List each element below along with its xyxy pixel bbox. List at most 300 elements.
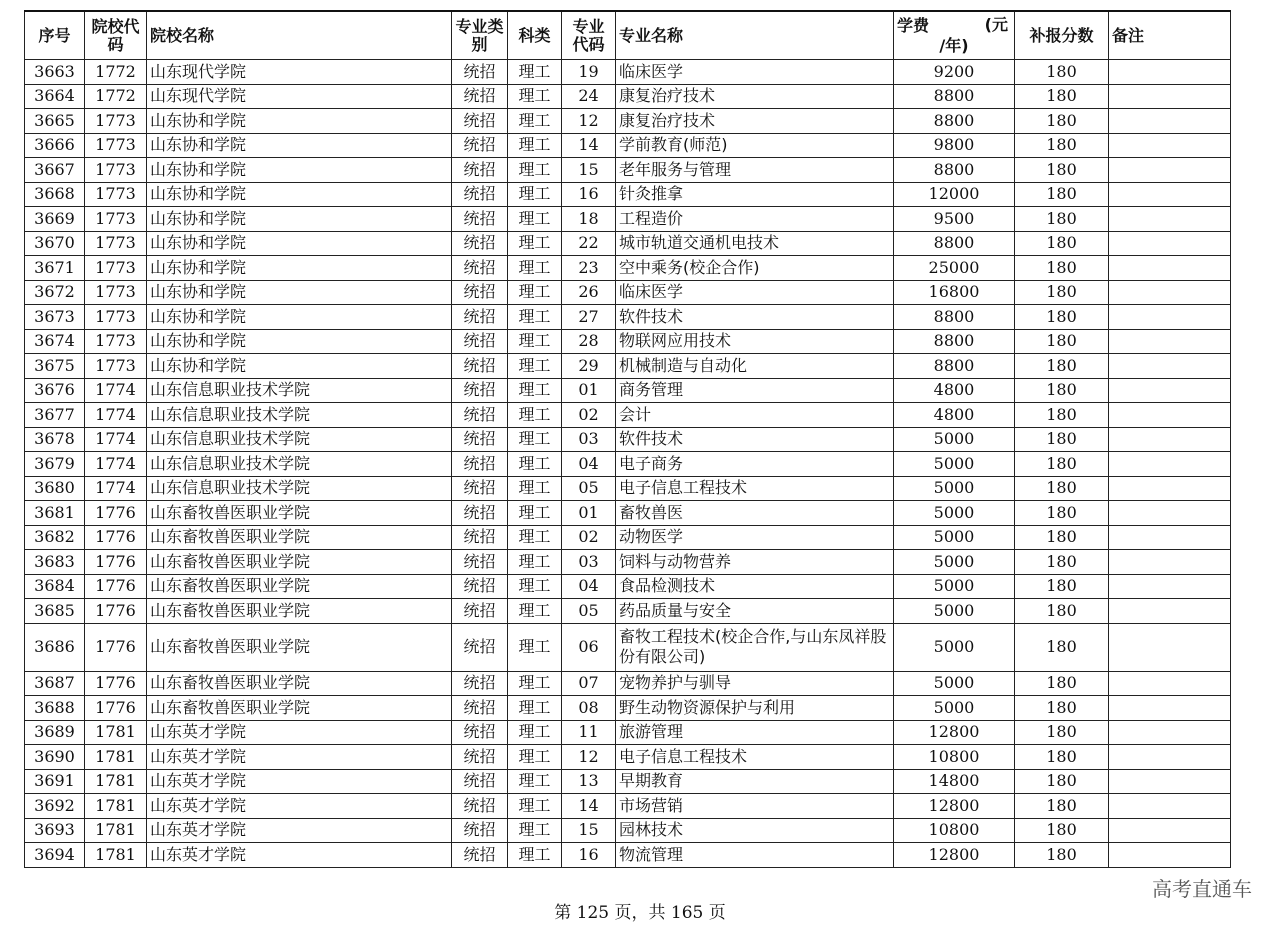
table-row	[25, 525, 1231, 550]
cell-tuition: 9800	[894, 133, 1015, 158]
cell-school-name: 山东畜牧兽医职业学院	[147, 696, 452, 721]
cell-subject: 理工	[508, 158, 562, 183]
header-major-code: 专业代码	[562, 11, 616, 60]
cell-tuition: 5000	[894, 550, 1015, 575]
cell-tuition: 4800	[894, 378, 1015, 403]
table-row	[25, 305, 1231, 330]
cell-subject: 理工	[508, 623, 562, 671]
table-row	[25, 182, 1231, 207]
cell-school-code: 1774	[85, 452, 147, 477]
cell-tuition: 8800	[894, 231, 1015, 256]
cell-major-name: 市场营销	[616, 794, 894, 819]
cell-major-type: 统招	[452, 623, 508, 671]
cell-subject: 理工	[508, 354, 562, 379]
cell-major-type: 统招	[452, 207, 508, 232]
cell-score: 180	[1015, 818, 1109, 843]
page-footer: 第 125 页，共 165 页	[554, 903, 726, 923]
cell-school-name: 山东信息职业技术学院	[147, 403, 452, 428]
cell-subject: 理工	[508, 231, 562, 256]
cell-remark	[1109, 452, 1231, 477]
cell-remark	[1109, 794, 1231, 819]
cell-school-name: 山东协和学院	[147, 280, 452, 305]
cell-seq: 3690	[25, 745, 85, 770]
cell-major-type: 统招	[452, 525, 508, 550]
table-row	[25, 84, 1231, 109]
cell-school-code: 1773	[85, 329, 147, 354]
cell-major-name: 园林技术	[616, 818, 894, 843]
cell-tuition: 5000	[894, 501, 1015, 526]
cell-major-name: 旅游管理	[616, 720, 894, 745]
cell-subject: 理工	[508, 720, 562, 745]
table-row	[25, 60, 1231, 85]
cell-remark	[1109, 696, 1231, 721]
cell-major-code: 23	[562, 256, 616, 281]
cell-tuition: 8800	[894, 84, 1015, 109]
cell-subject: 理工	[508, 769, 562, 794]
cell-score: 180	[1015, 769, 1109, 794]
cell-major-name: 早期教育	[616, 769, 894, 794]
cell-major-type: 统招	[452, 818, 508, 843]
cell-score: 180	[1015, 599, 1109, 624]
cell-seq: 3673	[25, 305, 85, 330]
cell-score: 180	[1015, 623, 1109, 671]
cell-school-code: 1776	[85, 671, 147, 696]
cell-school-code: 1773	[85, 280, 147, 305]
cell-tuition: 5000	[894, 525, 1015, 550]
cell-tuition: 5000	[894, 476, 1015, 501]
cell-major-code: 03	[562, 427, 616, 452]
cell-score: 180	[1015, 696, 1109, 721]
cell-major-code: 24	[562, 84, 616, 109]
cell-tuition: 5000	[894, 623, 1015, 671]
cell-tuition: 8800	[894, 329, 1015, 354]
header-seq: 序号	[25, 11, 85, 60]
cell-major-type: 统招	[452, 769, 508, 794]
cell-major-code: 15	[562, 158, 616, 183]
cell-school-code: 1776	[85, 696, 147, 721]
cell-tuition: 9200	[894, 60, 1015, 85]
cell-tuition: 8800	[894, 305, 1015, 330]
cell-score: 180	[1015, 525, 1109, 550]
cell-school-name: 山东畜牧兽医职业学院	[147, 599, 452, 624]
cell-major-name: 工程造价	[616, 207, 894, 232]
cell-subject: 理工	[508, 427, 562, 452]
cell-major-type: 统招	[452, 403, 508, 428]
cell-major-type: 统招	[452, 256, 508, 281]
header-major-name: 专业名称	[616, 11, 894, 60]
cell-major-type: 统招	[452, 60, 508, 85]
cell-major-code: 16	[562, 843, 616, 868]
cell-seq: 3667	[25, 158, 85, 183]
cell-score: 180	[1015, 109, 1109, 134]
cell-seq: 3665	[25, 109, 85, 134]
cell-score: 180	[1015, 476, 1109, 501]
cell-major-type: 统招	[452, 280, 508, 305]
cell-score: 180	[1015, 452, 1109, 477]
cell-school-name: 山东现代学院	[147, 84, 452, 109]
cell-remark	[1109, 599, 1231, 624]
header-major-type: 专业类别	[452, 11, 508, 60]
cell-major-type: 统招	[452, 378, 508, 403]
cell-remark	[1109, 133, 1231, 158]
cell-remark	[1109, 158, 1231, 183]
cell-score: 180	[1015, 671, 1109, 696]
cell-major-name: 物流管理	[616, 843, 894, 868]
cell-tuition: 8800	[894, 354, 1015, 379]
cell-tuition: 5000	[894, 427, 1015, 452]
cell-remark	[1109, 378, 1231, 403]
cell-score: 180	[1015, 329, 1109, 354]
cell-major-type: 统招	[452, 794, 508, 819]
cell-school-code: 1781	[85, 818, 147, 843]
cell-subject: 理工	[508, 550, 562, 575]
cell-score: 180	[1015, 378, 1109, 403]
table-row	[25, 256, 1231, 281]
cell-remark	[1109, 109, 1231, 134]
cell-subject: 理工	[508, 109, 562, 134]
cell-school-code: 1781	[85, 745, 147, 770]
cell-school-code: 1776	[85, 550, 147, 575]
cell-school-name: 山东信息职业技术学院	[147, 378, 452, 403]
cell-seq: 3676	[25, 378, 85, 403]
cell-school-name: 山东协和学院	[147, 305, 452, 330]
cell-seq: 3671	[25, 256, 85, 281]
table-row	[25, 843, 1231, 868]
cell-remark	[1109, 182, 1231, 207]
cell-seq: 3674	[25, 329, 85, 354]
cell-tuition: 5000	[894, 452, 1015, 477]
table-row	[25, 109, 1231, 134]
cell-remark	[1109, 476, 1231, 501]
cell-score: 180	[1015, 550, 1109, 575]
cell-seq: 3692	[25, 794, 85, 819]
cell-seq: 3681	[25, 501, 85, 526]
cell-major-code: 15	[562, 818, 616, 843]
cell-school-name: 山东协和学院	[147, 207, 452, 232]
cell-seq: 3687	[25, 671, 85, 696]
cell-school-code: 1773	[85, 231, 147, 256]
cell-school-code: 1781	[85, 769, 147, 794]
cell-major-name: 康复治疗技术	[616, 84, 894, 109]
cell-school-code: 1773	[85, 109, 147, 134]
table-row	[25, 329, 1231, 354]
cell-remark	[1109, 403, 1231, 428]
cell-remark	[1109, 305, 1231, 330]
cell-major-code: 12	[562, 745, 616, 770]
cell-major-name: 老年服务与管理	[616, 158, 894, 183]
cell-major-type: 统招	[452, 329, 508, 354]
cell-score: 180	[1015, 794, 1109, 819]
cell-major-code: 05	[562, 599, 616, 624]
cell-score: 180	[1015, 501, 1109, 526]
cell-major-name: 临床医学	[616, 280, 894, 305]
cell-school-name: 山东协和学院	[147, 109, 452, 134]
cell-major-code: 18	[562, 207, 616, 232]
cell-school-code: 1773	[85, 354, 147, 379]
cell-major-code: 03	[562, 550, 616, 575]
cell-subject: 理工	[508, 133, 562, 158]
cell-remark	[1109, 745, 1231, 770]
cell-major-code: 05	[562, 476, 616, 501]
cell-major-code: 04	[562, 452, 616, 477]
header-remark: 备注	[1109, 11, 1231, 60]
cell-major-code: 14	[562, 794, 616, 819]
table-row	[25, 550, 1231, 575]
cell-score: 180	[1015, 403, 1109, 428]
cell-seq: 3693	[25, 818, 85, 843]
cell-subject: 理工	[508, 84, 562, 109]
table-row	[25, 794, 1231, 819]
cell-school-code: 1774	[85, 427, 147, 452]
header-school-name: 院校名称	[147, 11, 452, 60]
cell-school-name: 山东信息职业技术学院	[147, 476, 452, 501]
cell-tuition: 12800	[894, 843, 1015, 868]
cell-major-code: 27	[562, 305, 616, 330]
cell-major-code: 26	[562, 280, 616, 305]
cell-remark	[1109, 574, 1231, 599]
cell-school-name: 山东信息职业技术学院	[147, 452, 452, 477]
cell-school-code: 1776	[85, 574, 147, 599]
cell-major-code: 16	[562, 182, 616, 207]
table-row	[25, 574, 1231, 599]
cell-subject: 理工	[508, 696, 562, 721]
cell-major-type: 统招	[452, 305, 508, 330]
cell-tuition: 10800	[894, 818, 1015, 843]
cell-major-type: 统招	[452, 231, 508, 256]
cell-school-name: 山东协和学院	[147, 354, 452, 379]
cell-score: 180	[1015, 354, 1109, 379]
cell-major-code: 04	[562, 574, 616, 599]
watermark-text: 高考直通车	[1152, 877, 1252, 901]
table-row	[25, 378, 1231, 403]
cell-school-name: 山东协和学院	[147, 158, 452, 183]
cell-major-name: 商务管理	[616, 378, 894, 403]
cell-major-code: 19	[562, 60, 616, 85]
cell-major-name: 动物医学	[616, 525, 894, 550]
cell-school-name: 山东畜牧兽医职业学院	[147, 623, 452, 671]
table-body	[25, 60, 1231, 868]
cell-remark	[1109, 623, 1231, 671]
table-row	[25, 818, 1231, 843]
cell-school-name: 山东畜牧兽医职业学院	[147, 550, 452, 575]
cell-tuition: 8800	[894, 109, 1015, 134]
cell-subject: 理工	[508, 378, 562, 403]
cell-school-code: 1776	[85, 501, 147, 526]
cell-major-name: 软件技术	[616, 427, 894, 452]
table-row	[25, 280, 1231, 305]
cell-school-name: 山东英才学院	[147, 818, 452, 843]
cell-remark	[1109, 84, 1231, 109]
cell-school-name: 山东畜牧兽医职业学院	[147, 574, 452, 599]
cell-seq: 3691	[25, 769, 85, 794]
cell-major-type: 统招	[452, 696, 508, 721]
table-row	[25, 354, 1231, 379]
cell-major-type: 统招	[452, 452, 508, 477]
cell-seq: 3669	[25, 207, 85, 232]
table-row	[25, 720, 1231, 745]
cell-school-code: 1781	[85, 843, 147, 868]
cell-school-name: 山东协和学院	[147, 231, 452, 256]
cell-remark	[1109, 818, 1231, 843]
cell-school-name: 山东畜牧兽医职业学院	[147, 501, 452, 526]
cell-school-code: 1773	[85, 133, 147, 158]
admissions-table	[24, 10, 1231, 868]
cell-subject: 理工	[508, 60, 562, 85]
cell-major-type: 统招	[452, 720, 508, 745]
cell-tuition: 9500	[894, 207, 1015, 232]
cell-school-name: 山东英才学院	[147, 745, 452, 770]
cell-school-name: 山东英才学院	[147, 843, 452, 868]
cell-tuition: 5000	[894, 599, 1015, 624]
cell-major-code: 29	[562, 354, 616, 379]
cell-school-code: 1773	[85, 182, 147, 207]
cell-major-type: 统招	[452, 843, 508, 868]
cell-school-code: 1774	[85, 403, 147, 428]
cell-major-code: 02	[562, 403, 616, 428]
cell-subject: 理工	[508, 329, 562, 354]
cell-score: 180	[1015, 133, 1109, 158]
cell-major-type: 统招	[452, 133, 508, 158]
cell-subject: 理工	[508, 843, 562, 868]
cell-major-name: 空中乘务(校企合作)	[616, 256, 894, 281]
cell-major-code: 11	[562, 720, 616, 745]
cell-major-name: 宠物养护与驯导	[616, 671, 894, 696]
cell-seq: 3664	[25, 84, 85, 109]
cell-major-type: 统招	[452, 574, 508, 599]
cell-tuition: 5000	[894, 671, 1015, 696]
header-score: 补报分数	[1015, 11, 1109, 60]
cell-major-type: 统招	[452, 599, 508, 624]
cell-subject: 理工	[508, 403, 562, 428]
cell-major-type: 统招	[452, 476, 508, 501]
cell-major-name: 电子信息工程技术	[616, 476, 894, 501]
cell-tuition: 8800	[894, 158, 1015, 183]
cell-subject: 理工	[508, 818, 562, 843]
cell-score: 180	[1015, 843, 1109, 868]
cell-major-name: 电子信息工程技术	[616, 745, 894, 770]
cell-school-name: 山东协和学院	[147, 329, 452, 354]
cell-major-type: 统招	[452, 427, 508, 452]
cell-tuition: 25000	[894, 256, 1015, 281]
cell-subject: 理工	[508, 525, 562, 550]
table-row	[25, 231, 1231, 256]
cell-score: 180	[1015, 231, 1109, 256]
cell-major-name: 会计	[616, 403, 894, 428]
header-tuition-label: 学费	[897, 15, 930, 35]
cell-school-name: 山东英才学院	[147, 769, 452, 794]
table-row	[25, 158, 1231, 183]
cell-school-name: 山东英才学院	[147, 794, 452, 819]
cell-score: 180	[1015, 427, 1109, 452]
cell-seq: 3688	[25, 696, 85, 721]
cell-school-name: 山东协和学院	[147, 133, 452, 158]
table-row	[25, 427, 1231, 452]
cell-major-name: 物联网应用技术	[616, 329, 894, 354]
cell-seq: 3677	[25, 403, 85, 428]
cell-major-type: 统招	[452, 354, 508, 379]
cell-school-code: 1773	[85, 305, 147, 330]
cell-school-code: 1776	[85, 623, 147, 671]
cell-major-code: 28	[562, 329, 616, 354]
cell-tuition: 10800	[894, 745, 1015, 770]
cell-subject: 理工	[508, 794, 562, 819]
cell-major-code: 01	[562, 378, 616, 403]
table-row	[25, 696, 1231, 721]
header-school-code: 院校代码	[85, 11, 147, 60]
cell-subject: 理工	[508, 671, 562, 696]
cell-major-code: 02	[562, 525, 616, 550]
table-row	[25, 671, 1231, 696]
cell-seq: 3670	[25, 231, 85, 256]
cell-major-type: 统招	[452, 671, 508, 696]
cell-major-code: 07	[562, 671, 616, 696]
cell-major-code: 01	[562, 501, 616, 526]
cell-major-code: 06	[562, 623, 616, 671]
cell-tuition: 12800	[894, 794, 1015, 819]
cell-major-name: 药品质量与安全	[616, 599, 894, 624]
cell-subject: 理工	[508, 452, 562, 477]
cell-remark	[1109, 427, 1231, 452]
table-row	[25, 599, 1231, 624]
cell-major-name: 临床医学	[616, 60, 894, 85]
cell-school-name: 山东协和学院	[147, 256, 452, 281]
cell-major-name: 野生动物资源保护与利用	[616, 696, 894, 721]
cell-score: 180	[1015, 182, 1109, 207]
cell-score: 180	[1015, 280, 1109, 305]
cell-remark	[1109, 501, 1231, 526]
cell-major-code: 14	[562, 133, 616, 158]
cell-seq: 3679	[25, 452, 85, 477]
cell-tuition: 12800	[894, 720, 1015, 745]
cell-major-name: 针灸推拿	[616, 182, 894, 207]
cell-major-type: 统招	[452, 501, 508, 526]
cell-score: 180	[1015, 745, 1109, 770]
cell-seq: 3668	[25, 182, 85, 207]
cell-seq: 3672	[25, 280, 85, 305]
cell-major-name: 畜牧兽医	[616, 501, 894, 526]
cell-school-code: 1781	[85, 720, 147, 745]
cell-school-name: 山东现代学院	[147, 60, 452, 85]
cell-school-code: 1773	[85, 256, 147, 281]
cell-major-code: 12	[562, 109, 616, 134]
table-header-row	[25, 11, 1231, 60]
header-subject: 科类	[508, 11, 562, 60]
cell-tuition: 12000	[894, 182, 1015, 207]
cell-seq: 3686	[25, 623, 85, 671]
cell-tuition: 5000	[894, 696, 1015, 721]
cell-major-name: 软件技术	[616, 305, 894, 330]
cell-seq: 3682	[25, 525, 85, 550]
cell-school-name: 山东英才学院	[147, 720, 452, 745]
cell-subject: 理工	[508, 256, 562, 281]
cell-remark	[1109, 525, 1231, 550]
table-row	[25, 501, 1231, 526]
cell-remark	[1109, 207, 1231, 232]
cell-subject: 理工	[508, 305, 562, 330]
cell-seq: 3678	[25, 427, 85, 452]
header-tuition-unit-b: /年)	[939, 35, 969, 55]
cell-remark	[1109, 720, 1231, 745]
cell-seq: 3684	[25, 574, 85, 599]
cell-tuition: 16800	[894, 280, 1015, 305]
cell-major-code: 13	[562, 769, 616, 794]
cell-seq: 3683	[25, 550, 85, 575]
table-row	[25, 133, 1231, 158]
cell-score: 180	[1015, 207, 1109, 232]
cell-seq: 3685	[25, 599, 85, 624]
cell-school-code: 1774	[85, 476, 147, 501]
cell-remark	[1109, 280, 1231, 305]
